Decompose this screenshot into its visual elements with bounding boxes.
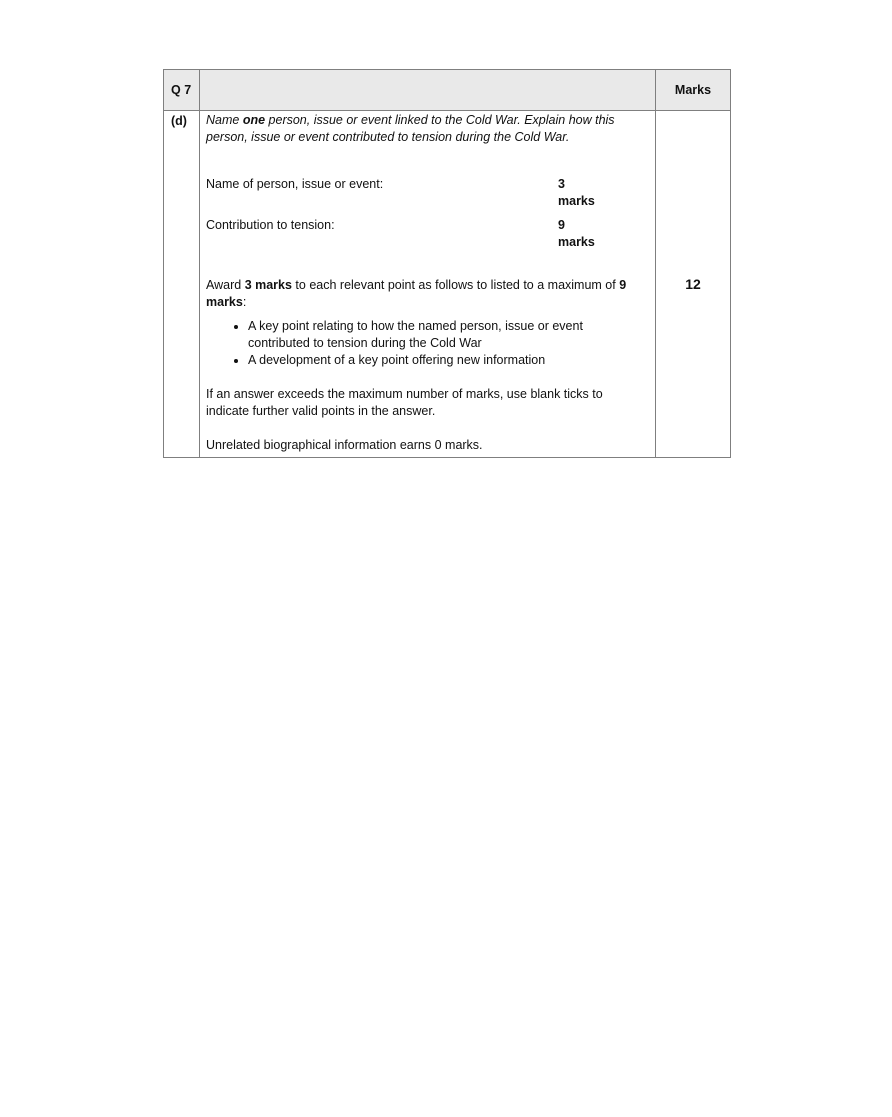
table-header-row xyxy=(164,70,731,111)
award-instructions xyxy=(206,277,647,311)
allocation-row-name xyxy=(206,176,604,210)
allocation-marks: 3 marks xyxy=(558,177,595,208)
question-prefix: Name xyxy=(206,113,243,127)
allocation-row-contribution xyxy=(206,217,604,251)
allocation-label: Name of person, issue or event: xyxy=(206,177,384,191)
allocation-label: Contribution to tension: xyxy=(206,218,335,232)
marking-scheme-table xyxy=(163,69,731,458)
question-suffix: person, issue or event linked to the Cold War. Explain how this person, issue or event contributed to tension during the Cold War. xyxy=(206,113,615,144)
award-text: Award xyxy=(206,278,245,292)
total-marks: 12 xyxy=(656,111,731,458)
question-text xyxy=(206,112,647,146)
biography-note: Unrelated biographical information earns 0 marks. xyxy=(206,438,483,452)
header-blank-cell xyxy=(200,70,656,111)
exceed-note: If an answer exceeds the maximum number of marks, use blank ticks to indicate further valid points in the answer. xyxy=(206,387,603,418)
award-bold: 9 marks xyxy=(206,278,627,309)
table-row xyxy=(164,111,731,458)
question-emphasis: one xyxy=(242,113,266,127)
allocation-marks: 9 marks xyxy=(558,218,595,249)
mark-allocation xyxy=(206,176,647,251)
list-item: • A key point relating to how the named person, issue or event contributed to tension during the Cold War xyxy=(248,318,647,352)
award-bold: 3 marks xyxy=(244,278,292,292)
award-text: : xyxy=(242,295,247,309)
award-text: to each relevant point as follows to listed to a maximum of xyxy=(291,278,620,292)
marks-header: Marks xyxy=(656,70,731,111)
list-item: • A development of a key point offering new information xyxy=(248,352,647,369)
question-number: Q 7 xyxy=(164,70,200,111)
part-label: (d) xyxy=(164,111,200,458)
key-points-list xyxy=(206,318,647,369)
marking-guidance xyxy=(200,111,656,458)
